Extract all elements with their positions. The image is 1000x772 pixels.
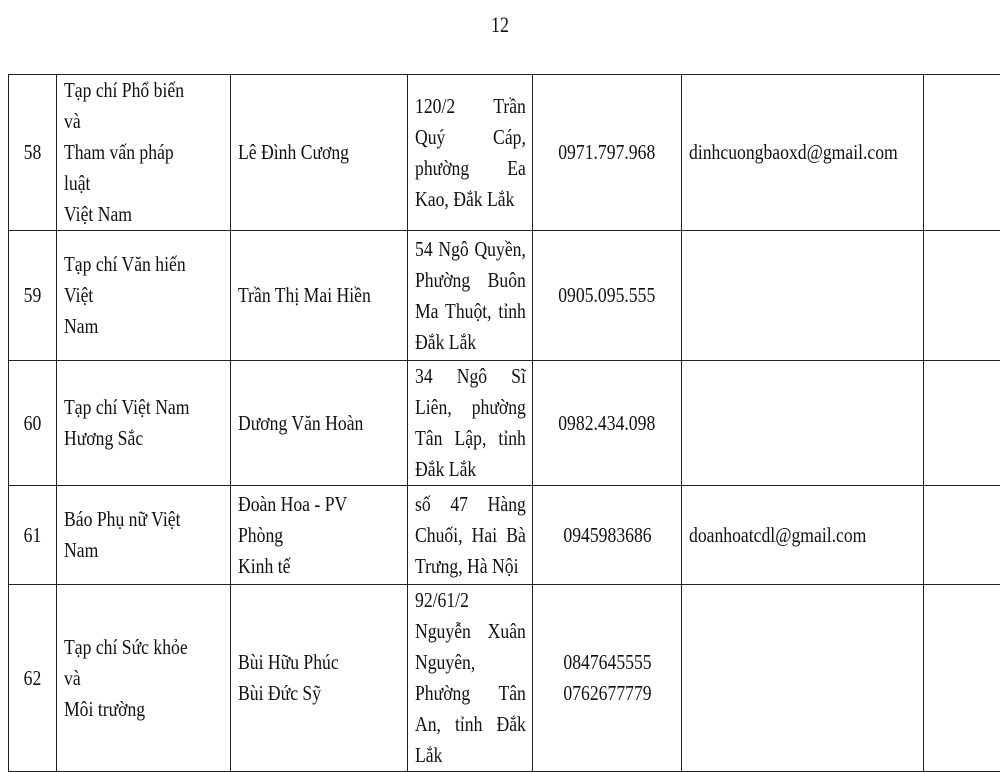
row-number-cell: 62 xyxy=(9,585,57,772)
note-cell xyxy=(923,585,1000,772)
note-cell xyxy=(923,486,1000,585)
contact-person-cell: Lê Đình Cương xyxy=(230,75,408,231)
row-number-cell: 60 xyxy=(9,361,57,486)
phone-cell: 0945983686 xyxy=(533,486,682,585)
address-cell: 54 Ngô Quyền, Phường Buôn Ma Thuột, tỉnh Đắk Lắk xyxy=(408,231,533,361)
email-cell: doanhoatcdl@gmail.com xyxy=(681,486,923,585)
table-row xyxy=(9,75,1000,231)
contact-person-cell: Dương Văn Hoàn xyxy=(230,361,408,486)
organization-cell: Tạp chí Sức khỏe và Môi trường xyxy=(57,585,230,772)
contact-person-cell: Trần Thị Mai Hiền xyxy=(230,231,408,361)
phone-cell: 0982.434.098 xyxy=(533,361,682,486)
table-row xyxy=(9,486,1000,585)
phone-cell: 0905.095.555 xyxy=(533,231,682,361)
email-cell xyxy=(681,231,923,361)
note-cell xyxy=(923,361,1000,486)
page-number: 12 xyxy=(90,12,910,38)
table-row xyxy=(9,231,1000,361)
organization-cell: Tạp chí Việt Nam Hương Sắc xyxy=(57,361,230,486)
organization-cell: Tạp chí Văn hiến Việt Nam xyxy=(57,231,230,361)
email-cell xyxy=(681,361,923,486)
table-row xyxy=(9,361,1000,486)
note-cell xyxy=(923,231,1000,361)
table-row xyxy=(9,585,1000,772)
organization-cell: Tạp chí Phổ biến và Tham vấn pháp luật Việt Nam xyxy=(57,75,230,231)
address-cell: 92/61/2 Nguyễn Xuân Nguyên, Phường Tân An, tỉnh Đắk Lắk xyxy=(408,585,533,772)
address-cell: số 47 Hàng Chuối, Hai Bà Trưng, Hà Nội xyxy=(408,486,533,585)
phone-cell: 0847645555 0762677779 xyxy=(533,585,682,772)
row-number-cell: 58 xyxy=(9,75,57,231)
note-cell xyxy=(923,75,1000,231)
contacts-table xyxy=(8,74,1000,772)
email-cell xyxy=(681,585,923,772)
organization-cell: Báo Phụ nữ Việt Nam xyxy=(57,486,230,585)
row-number-cell: 61 xyxy=(9,486,57,585)
address-cell: 34 Ngô Sĩ Liên, phường Tân Lập, tỉnh Đắk Lắk xyxy=(408,361,533,486)
contact-person-cell: Đoàn Hoa - PV Phòng Kinh tế xyxy=(230,486,408,585)
phone-cell: 0971.797.968 xyxy=(533,75,682,231)
address-cell: 120/2 Trần Quý Cáp, phường Ea Kao, Đắk Lắk xyxy=(408,75,533,231)
row-number-cell: 59 xyxy=(9,231,57,361)
contact-person-cell: Bùi Hữu Phúc Bùi Đức Sỹ xyxy=(230,585,408,772)
email-cell: dinhcuongbaoxd@gmail.com xyxy=(681,75,923,231)
